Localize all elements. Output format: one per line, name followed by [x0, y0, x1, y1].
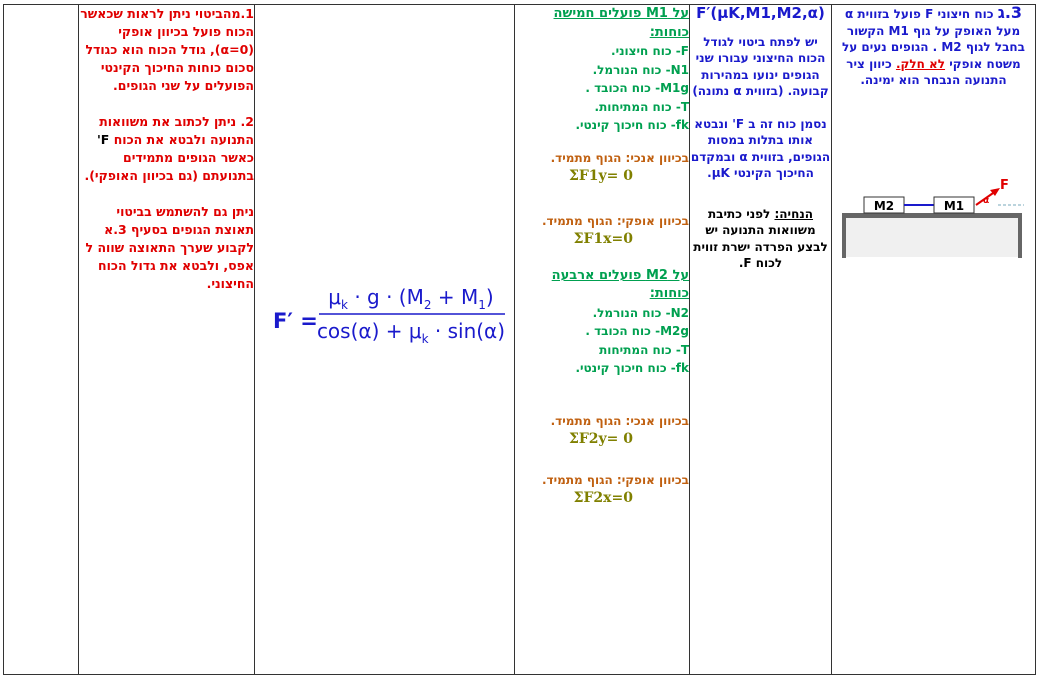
empty-cell	[4, 5, 79, 675]
force-label: F	[1000, 178, 1009, 193]
main-table	[3, 4, 1036, 675]
table-leg-left	[842, 218, 846, 258]
table-bg	[842, 215, 1022, 257]
block-m2-label: M2	[873, 199, 895, 213]
block-m1-label: M1	[943, 199, 965, 213]
question-text-1: כוח חיצוני F פועל בזווית α מעל האופק על גוף M1 הקשור בחבל לגוף M2 . הגופים נעים על משטח אופקי	[842, 7, 1025, 71]
angle-label: α	[983, 196, 990, 206]
conclusions-cell	[79, 5, 255, 675]
m2-force-1: N2- כוח הנורמל.	[592, 305, 689, 320]
blocks-diagram	[838, 173, 1028, 263]
m2-horizontal-eq: ΣF2x=0	[573, 490, 633, 506]
task-title: F′(μK,M1,M2,α)	[696, 4, 825, 22]
formula-denominator: $\cos(\alpha) + \mu_k \cdot \sin(\alpha)$	[316, 319, 506, 346]
question-text-underlined: לא חלק.	[895, 56, 946, 71]
m2-vertical-eq: ΣF2y= 0	[568, 431, 633, 447]
conclusion-2	[79, 113, 254, 185]
conclusion-2-text-b: כאשר הגופים מתמידים בתנועתם (גם בכיוון האופקי).	[84, 150, 254, 183]
conclusion-2-text-a: 2. ניתן לכתוב את משוואות התנועה ולבטא את הכוח	[99, 114, 254, 147]
m1-force-2: N1- כוח הנורמל.	[592, 62, 689, 77]
m2-force-2: M2g- כוח הכובד .	[585, 324, 689, 338]
task-note-text: לפני כתיבת משוואות התנועה יש לבצע הפרדה ישרת זווית לכוח F.	[693, 206, 828, 270]
force-formula	[273, 280, 513, 360]
task-paragraph-1: יש לפתח ביטוי לגודל הכוח החיצוני עבורו שני הגופים ינועו במהירות קבועה. (בזווית α נתונה)	[692, 34, 829, 98]
forces-cell	[515, 5, 690, 675]
m2-vertical: בכיוון אנכי: הגוף מתמיד.	[550, 413, 689, 428]
conclusion-2-symbol: F'	[96, 132, 110, 147]
formula-lhs: F′ =	[273, 309, 318, 333]
m2-force-3: T- כוח המתיחות	[599, 342, 689, 357]
question-text-2: כיוון ציר התנועה הנבחר הוא ימינה.	[846, 56, 1007, 87]
task-cell	[690, 5, 832, 675]
m1-force-3: M1g- כוח הכובד .	[585, 81, 689, 95]
formula-cell	[255, 5, 515, 675]
question-cell	[832, 5, 1036, 675]
m2-force-4: fk- כוח חיכוך קינטי.	[575, 361, 689, 375]
task-note-label: הנחיה:	[774, 206, 814, 221]
m1-vertical: בכיוון אנכי: הגוף מתמיד.	[550, 150, 689, 165]
conclusion-1: 1.מהביטוי ניתן לראות שכאשר הכוח פועל בכיוון אופקי (α=0), גודל הכוח הוא כגודל סכום כוחות החיכוך הקינטי הפועלים על שני הגופים.	[80, 6, 254, 93]
question-number: 3.ג	[997, 3, 1023, 22]
m2-horizontal: בכיוון אופקי: הגוף מתמיד.	[542, 472, 689, 487]
conclusion-3: ניתן גם להשתמש בביטוי תאוצת הגופים בסעיף 3.א לקבוע שערך התאוצה שווה ל אפס, ולבטא את גדול הכוח החיצוני.	[85, 204, 254, 291]
m1-horizontal-eq: ΣF1x=0	[573, 231, 633, 247]
task-paragraph-2: נסמן כוח זה ב F' ונבטא אותו בתלות במסות הגופים, בזווית α ובמקדם החיכוך הקינטי μK.	[690, 116, 831, 180]
table-surface	[842, 213, 1022, 218]
task-note	[690, 206, 831, 272]
table-leg-right	[1018, 218, 1022, 258]
m1-horizontal: בכיוון אופקי: הגוף מתמיד.	[542, 213, 689, 228]
m2-heading: על M2 פועלים ארבעה כוחות:	[551, 267, 689, 301]
m1-heading: על M1 פועלים חמישה כוחות:	[553, 6, 689, 40]
formula-numerator: $\mu_k \cdot g \cdot (M_2 + M_1)$	[328, 285, 494, 312]
m1-vertical-eq: ΣF1y= 0	[568, 168, 633, 184]
m1-force-5: fk- כוח חיכוך קינטי.	[575, 118, 689, 132]
m1-force-4: T- כוח המתיחות.	[594, 99, 689, 114]
m1-force-1: F- כוח חיצוני.	[611, 44, 689, 58]
